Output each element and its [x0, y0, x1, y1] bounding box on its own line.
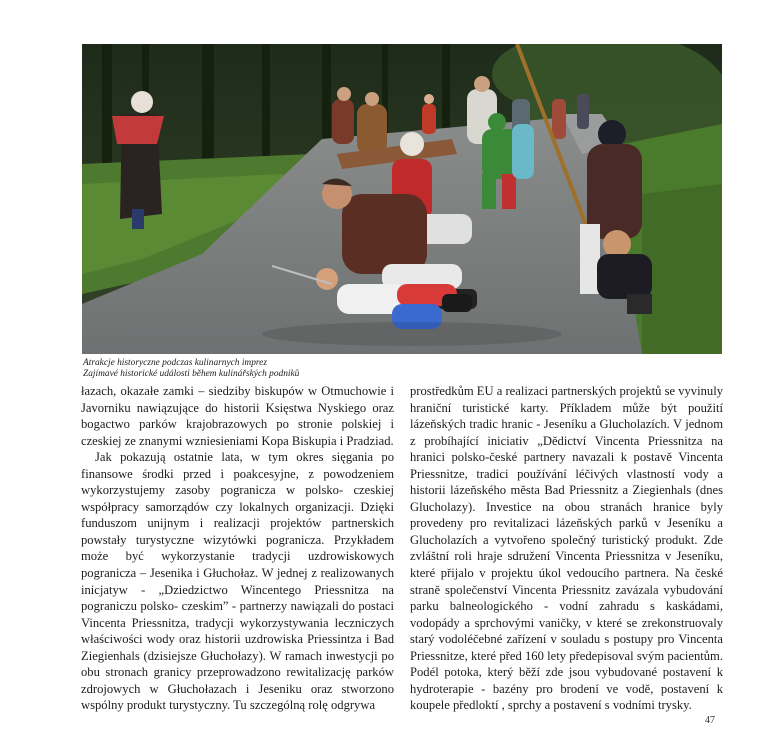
paragraph: prostředkům EU a realizaci partnerských projektů se vyvinuly hraniční turistické karty. Příkladem může být použití lázeňských tradic hranic - Jeseníku a Glucholazích. V jednom z probíhající iniciativ „Dědictví Vincenta Priessnitza na hranici polsko-české partnery navazali k postavě Vincenta Priessnitze, tradici používání léčivých vlastností vody a historii lázeňského města Bad Priessnitz a Ziegienhals (dnes Glucholazy). Investice na obou stranách hranice byly provedeny pro revitalizaci lázeňských parků v Jeseníku a Glucholazích a vytvořeno společný turistický produkt. Zde zvláštní roli hraje sdružení Vincenta Priessnitza v Jeseníku, které přijalo v projektu úkol vedoucího partnera. Na české straně společenství Vincenta Priessnitz zavázala vybudování parku balneologického - vodní zahradu s kaskádami, vodopády a sprchovými vaničky, v které se zrekonstruovaly starý vodoléčebné zařízení v souladu s postupy pro Vincenta Priessnitze, které před 160 lety předepisoval svým pacientům. Podél potoka, který běží zde jsou vybudované postavení k hydroterapie - bazény pro brodení ve vodě, postavení k koupele předloktí , sprchy a postavení s vodními trysky. — [410, 384, 723, 713]
left-text-column — [81, 383, 394, 714]
right-text-column — [410, 383, 723, 714]
page-number: 47 — [705, 715, 715, 726]
caption-czech: Zajímavé historické události během kulinářských podniků — [83, 369, 300, 379]
photo-icon — [82, 44, 722, 354]
caption-polish: Atrakcje historyczne podczas kulinarnych imprez — [83, 358, 267, 368]
paragraph: Jak pokazują ostatnie lata, w tym okres sięgania po finansowe środki przed i poakcesyjne, z powodzeniem wykorzystujemy zasoby pogranicza w polsko- czeskiej współpracy samorządów czy lokalnych organizacji. Dzięki funduszom unijnym i realizacji projektów partnerskich powstały turystyczne wizytówki pogranicza. Przykładem może być wykorzystanie tradycji uzdrowiskowych pogranicza – Jesenika i Głuchołaz. W jednej z realizowanych inicjatyw - „Dziedzictwo Wincentego Priessnitza na pograniczu polsko- czeskim” - partnerzy nawiązali do postaci Vincenta Priessnitza, tradycji wykorzystywania leczniczych właściwości wody oraz historii uzdrowiska Priessintza i Bad Ziegienhals (dzisiejsze Głuchołazy). W ramach inwestycji po obu stronach granicy przeprowadzono rewitalizację parków zdrojowych w Głuchołazach i Jeseniku oraz stworzono wspólny produkt turystyczny. Tu szczególną rolę odgrywa — [81, 450, 394, 713]
photo-caption — [83, 358, 503, 380]
paragraph: łazach, okazałe zamki – siedziby biskupów w Otmuchowie i Javorniku nawiązujące do historii Księstwa Nyskiego oraz bogactwo parków krajobrazowych po stronie polskiej i czeskiej ze znanymi wzniesieniami Kopa Biskupia i Pradziad. — [81, 384, 394, 448]
photo-historical-reenactment — [82, 44, 722, 354]
